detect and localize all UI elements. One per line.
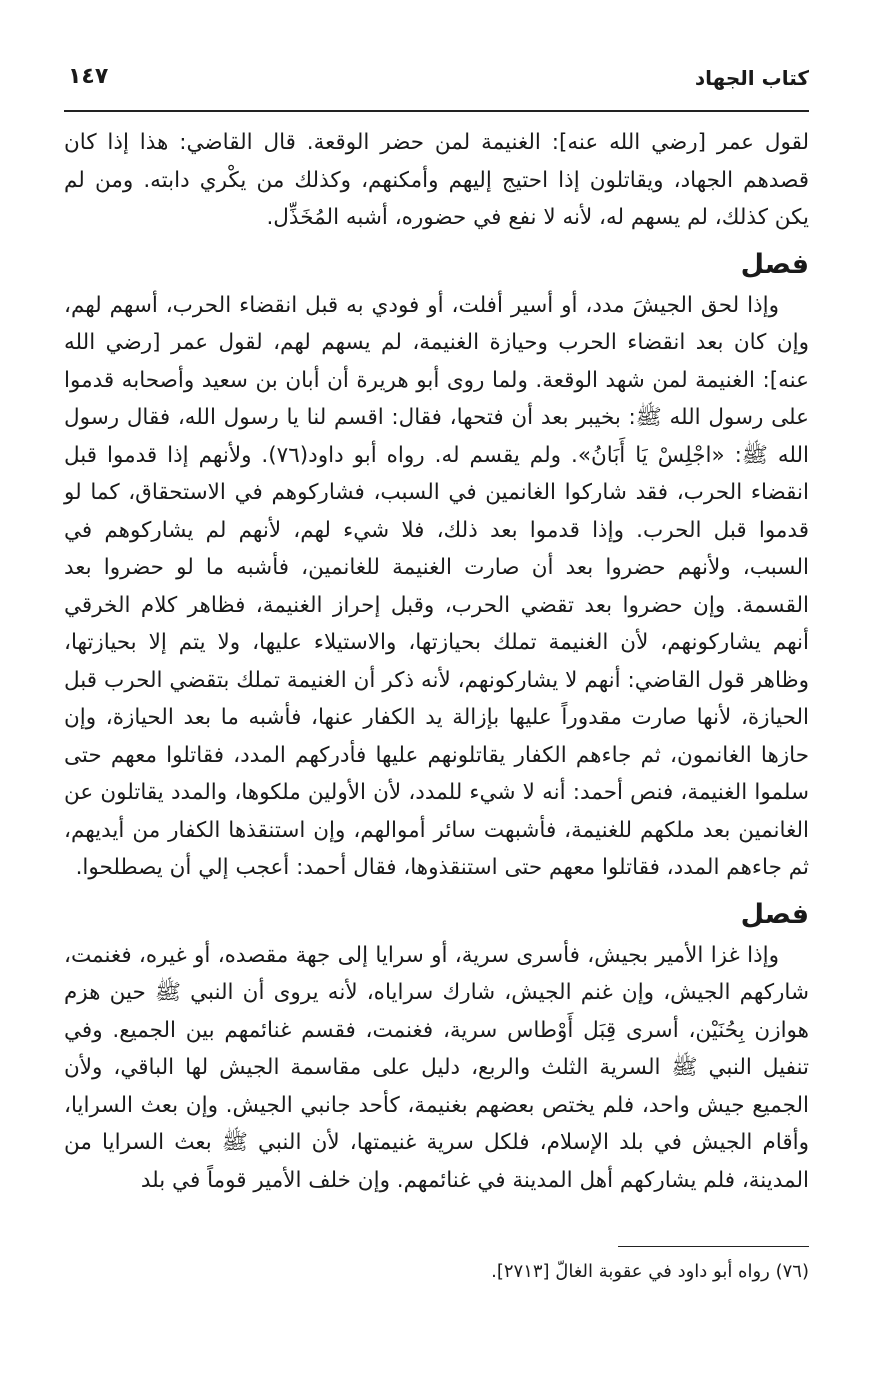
section-heading-2: فصل	[740, 898, 809, 930]
page-header	[64, 60, 809, 104]
header-rule	[64, 110, 809, 112]
running-title: كتاب الجهاد	[694, 66, 809, 90]
paragraph-2: وإذا لحق الجيشَ مدد، أو أسير أفلت، أو فودي به قبل انقضاء الحرب، أسهم لهم، وإن كان بعد انقضاء الحرب وحيازة الغنيمة، لم يسهم لهم، لقول عمر [رضي الله عنه]: الغنيمة لمن شهد الوقعة. ولما روى أبو هريرة أن أبان بن سعيد وأصحابه قدموا على رسول الله ﷺ: بخيبر بعد أن فتحها، فقال: اقسم لنا يا رسول الله، فقال رسول الله ﷺ: «اجْلِسْ يَا أَبَانُ». ولم يقسم له. رواه أبو داود(٧٦). ولأنهم إذا قدموا قبل انقضاء الحرب، فقد شاركوا الغانمين في السبب، فشاركوهم في الاستحقاق، كما لو قدموا قبل الحرب. وإذا قدموا بعد ذلك، فلا شيء لهم، لأنهم لم يشاركوهم في السبب، ولأنهم حضروا بعد أن صارت الغنيمة للغانمين، فأشبه ما لو حضروا بعد القسمة. وإن حضروا بعد تقضي الحرب، وقبل إحراز الغنيمة، فظاهر كلام الخرقي أنهم يشاركونهم، لأن الغنيمة تملك بحيازتها، والاستيلاء عليها، ولا يتم إلا بحيازتها، وظاهر قول القاضي: أنهم لا يشاركونهم، لأنه ذكر أن الغنيمة تملك بتقضي الحرب قبل الحيازة، لأنها صارت مقدوراً عليها بإزالة يد الكفار عنها، فأشبه ما بعد الحيازة، وإن حازها الغانمون، ثم جاءهم الكفار يقاتلونهم عليها فأدركهم المدد، فقاتلوا معهم حتى سلموا الغنيمة، فنص أحمد: أنه لا شيء للمدد، لأن الأولين ملكوها، والمدد يقاتلون عن الغانمين بعد ملكهم للغنيمة، فأشبهت سائر أموالهم، وإن استنقذها الكفار من أيديهم، ثم جاءهم المدد، فقاتلوا معهم حتى استنقذوها، فقال أحمد: أعجب إلي أن يصطلحوا.	[64, 292, 809, 880]
page-number: ١٤٧	[68, 64, 109, 89]
section-heading-1: فصل	[740, 248, 809, 280]
paragraph-3: وإذا غزا الأمير بجيش، فأسرى سرية، أو سرايا إلى جهة مقصده، أو غيره، فغنمت، شاركهم الجيش، وإن غنم الجيش، شارك سراياه، لأنه يروى أن النبي ﷺ حين هزم هوازن بِحُنَيْن، أسرى قِبَل أَوْطاس سرية، فغنمت، فقسم غنائمهم بين الجميع. وفي تنفيل النبي ﷺ السرية الثلث والربع، دليل على مقاسمة الجيش لها الباقي، ولأن الجميع جيش واحد، فلم يختص بعضهم بغنيمة، كأحد جانبي الجيش. وإن بعث السرايا، وأقام الجيش في بلد الإسلام، فلكل سرية غنيمتها، لأن النبي ﷺ بعث السرايا من المدينة، فلم يشاركهم أهل المدينة في غنائمهم. وإن خلف الأمير قوماً في بلد	[64, 942, 809, 1193]
main-text	[64, 124, 809, 1199]
paragraph-1: لقول عمر [رضي الله عنه]: الغنيمة لمن حضر الوقعة. قال القاضي: هذا إذا كان قصدهم الجهاد، ويقاتلون إذا احتيج إليهم وأمكنهم، وكذلك من يكْري دابته. ومن لم يكن كذلك، لم يسهم له، لأنه لا نفع في حضوره، أشبه المُخَذِّل.	[64, 130, 809, 230]
footnote-rule	[618, 1246, 809, 1247]
footnote: (٧٦) رواه أبو داود في عقوبة الغالّ [٢٧١٣].	[491, 1261, 809, 1282]
